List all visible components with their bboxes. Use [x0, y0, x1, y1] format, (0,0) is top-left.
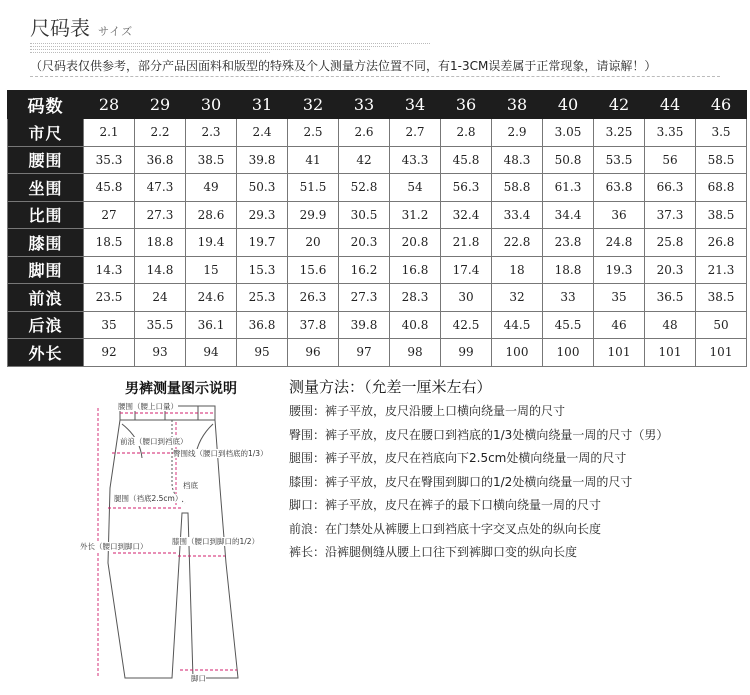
- table-cell: 19.3: [594, 256, 645, 284]
- table-cell: 16.8: [390, 256, 441, 284]
- table-cell: 39.8: [339, 311, 390, 339]
- table-cell: 33.4: [492, 201, 543, 229]
- table-cell: 50: [696, 311, 747, 339]
- table-cell: 37.3: [645, 201, 696, 229]
- table-cell: 25.3: [237, 284, 288, 312]
- table-cell: 63.8: [594, 174, 645, 202]
- table-cell: 56: [645, 146, 696, 174]
- table-cell: 15: [186, 256, 237, 284]
- size-header-cell: 44: [645, 91, 696, 119]
- table-row: [8, 284, 747, 312]
- table-cell: 98: [390, 339, 441, 367]
- header: [30, 12, 133, 42]
- table-cell: 46: [594, 311, 645, 339]
- table-cell: 24: [135, 284, 186, 312]
- table-cell: 44.5: [492, 311, 543, 339]
- table-cell: 2.8: [441, 119, 492, 147]
- table-cell: 16.2: [339, 256, 390, 284]
- size-header-cell: 31: [237, 91, 288, 119]
- table-cell: 29.3: [237, 201, 288, 229]
- method-item-length: 裤长：沿裤腿侧缝从腰上口往下到裤脚口变的纵向长度: [289, 545, 578, 559]
- label-knee: 膝围（腰口到脚口的1/2）: [172, 537, 260, 546]
- table-cell: 28.6: [186, 201, 237, 229]
- row-label: 后浪: [8, 311, 84, 339]
- table-cell: 24.6: [186, 284, 237, 312]
- method-list: [289, 400, 668, 565]
- table-cell: 48: [645, 311, 696, 339]
- method-item-hip: 臀围：裤子平放，皮尺在腰口到裆底的1/3处横向绕量一周的尺寸（男）: [289, 427, 669, 442]
- table-cell: 40.8: [390, 311, 441, 339]
- table-cell: 94: [186, 339, 237, 367]
- table-cell: 20.3: [645, 256, 696, 284]
- table-cell: 2.3: [186, 119, 237, 147]
- table-cell: 42: [339, 146, 390, 174]
- table-cell: 20.8: [390, 229, 441, 257]
- table-cell: 56.3: [441, 174, 492, 202]
- table-cell: 2.7: [390, 119, 441, 147]
- method-title: 测量方法：（允差一厘米左右）: [289, 378, 492, 396]
- table-cell: 53.5: [594, 146, 645, 174]
- size-header-cell: 28: [84, 91, 135, 119]
- table-cell: 24.8: [594, 229, 645, 257]
- table-cell: 95: [237, 339, 288, 367]
- table-cell: 3.35: [645, 119, 696, 147]
- table-cell: 36.1: [186, 311, 237, 339]
- method-item-front-rise: 前浪：在门禁处从裤腰上口到裆底十字交叉点处的纵向长度: [289, 521, 602, 536]
- table-cell: 47.3: [135, 174, 186, 202]
- table-cell: 96: [288, 339, 339, 367]
- table-cell: 51.5: [288, 174, 339, 202]
- disclaimer-note: （尺码表仅供参考，部分产品因面料和版型的特殊及个人测量方法位置不同，有1-3CM误差属于正常现象，请谅解！）: [30, 59, 657, 73]
- table-cell: 22.8: [492, 229, 543, 257]
- table-cell: 100: [543, 339, 594, 367]
- size-header-label: 码数: [8, 91, 84, 119]
- table-cell: 28.3: [390, 284, 441, 312]
- table-cell: 2.4: [237, 119, 288, 147]
- table-row: [8, 146, 747, 174]
- table-cell: 21.8: [441, 229, 492, 257]
- table-cell: 2.1: [84, 119, 135, 147]
- table-cell: 61.3: [543, 174, 594, 202]
- table-cell: 27.3: [135, 201, 186, 229]
- table-cell: 54: [390, 174, 441, 202]
- label-crotch: 档底: [183, 481, 198, 490]
- table-row: [8, 311, 747, 339]
- row-label: 坐围: [8, 174, 84, 202]
- method-item-hem: 脚口：裤子平放，皮尺在裤子的最下口横向绕量一周的尺寸: [289, 498, 602, 512]
- table-cell: 3.05: [543, 119, 594, 147]
- table-cell: 18.8: [543, 256, 594, 284]
- table-cell: 92: [84, 339, 135, 367]
- table-cell: 27: [84, 201, 135, 229]
- table-cell: 25.8: [645, 229, 696, 257]
- table-cell: 42.5: [441, 311, 492, 339]
- size-header-cell: 30: [186, 91, 237, 119]
- table-cell: 17.4: [441, 256, 492, 284]
- table-cell: 35.5: [135, 311, 186, 339]
- size-header-cell: 33: [339, 91, 390, 119]
- label-front-rise: 前浪（腰口到裆底）: [120, 437, 188, 446]
- table-cell: 32: [492, 284, 543, 312]
- table-cell: 15.3: [237, 256, 288, 284]
- label-waist: 腰围（腰上口量）: [118, 402, 178, 411]
- table-cell: 20.3: [339, 229, 390, 257]
- divider: [30, 76, 720, 77]
- table-cell: 31.2: [390, 201, 441, 229]
- method-item-knee: 膝围：裤子平放，皮尺在臀围到脚口的1/2处横向绕量一周的尺寸: [289, 474, 633, 489]
- table-cell: 14.3: [84, 256, 135, 284]
- table-cell: 26.8: [696, 229, 747, 257]
- table-row: [8, 174, 747, 202]
- table-cell: 35: [84, 311, 135, 339]
- size-header-cell: 34: [390, 91, 441, 119]
- table-cell: 52.8: [339, 174, 390, 202]
- table-cell: 100: [492, 339, 543, 367]
- table-cell: 15.6: [288, 256, 339, 284]
- size-header-cell: 36: [441, 91, 492, 119]
- table-row: [8, 339, 747, 367]
- table-cell: 101: [645, 339, 696, 367]
- table-row: [8, 119, 747, 147]
- table-cell: 19.7: [237, 229, 288, 257]
- table-cell: 19.4: [186, 229, 237, 257]
- row-label: 前浪: [8, 284, 84, 312]
- table-cell: 23.5: [84, 284, 135, 312]
- label-hem: 脚口: [191, 674, 206, 683]
- table-cell: 33: [543, 284, 594, 312]
- table-cell: 45.5: [543, 311, 594, 339]
- size-header-cell: 40: [543, 91, 594, 119]
- table-cell: 36.8: [237, 311, 288, 339]
- table-cell: 3.25: [594, 119, 645, 147]
- table-row: [8, 201, 747, 229]
- table-cell: 58.8: [492, 174, 543, 202]
- table-cell: 48.3: [492, 146, 543, 174]
- size-header-cell: 46: [696, 91, 747, 119]
- table-cell: 3.5: [696, 119, 747, 147]
- diagram-title: 男裤测量图示说明: [125, 381, 237, 397]
- page-subtitle: サイズ: [98, 25, 134, 38]
- table-cell: 34.4: [543, 201, 594, 229]
- table-header-row: [8, 91, 747, 119]
- table-cell: 26.3: [288, 284, 339, 312]
- row-label: 腰围: [8, 146, 84, 174]
- size-header-cell: 29: [135, 91, 186, 119]
- table-cell: 45.8: [84, 174, 135, 202]
- table-cell: 97: [339, 339, 390, 367]
- table-cell: 41: [288, 146, 339, 174]
- page-title: 尺码表: [30, 16, 90, 40]
- table-cell: 18.8: [135, 229, 186, 257]
- table-cell: 18: [492, 256, 543, 284]
- table-cell: 39.8: [237, 146, 288, 174]
- row-label: 外长: [8, 339, 84, 367]
- row-label: 市尺: [8, 119, 84, 147]
- table-cell: 66.3: [645, 174, 696, 202]
- table-cell: 49: [186, 174, 237, 202]
- table-cell: 36.5: [645, 284, 696, 312]
- size-header-cell: 38: [492, 91, 543, 119]
- table-cell: 32.4: [441, 201, 492, 229]
- size-header-cell: 32: [288, 91, 339, 119]
- table-cell: 99: [441, 339, 492, 367]
- size-table: [7, 90, 747, 367]
- pants-diagram: [80, 398, 305, 690]
- table-cell: 101: [696, 339, 747, 367]
- table-cell: 2.9: [492, 119, 543, 147]
- table-cell: 23.8: [543, 229, 594, 257]
- label-leg: 腿围（裆底2.5cm）: [114, 494, 183, 503]
- table-cell: 37.8: [288, 311, 339, 339]
- table-cell: 20: [288, 229, 339, 257]
- label-thigh: 臀围线（腰口到档底的1/3）: [173, 449, 268, 458]
- table-cell: 35: [594, 284, 645, 312]
- table-cell: 18.5: [84, 229, 135, 257]
- table-cell: 43.3: [390, 146, 441, 174]
- label-outseam: 外长（腰口到脚口）: [80, 542, 148, 551]
- table-cell: 93: [135, 339, 186, 367]
- table-cell: 50.8: [543, 146, 594, 174]
- decorative-fine-print: [30, 43, 430, 53]
- table-cell: 68.8: [696, 174, 747, 202]
- table-cell: 35.3: [84, 146, 135, 174]
- table-cell: 58.5: [696, 146, 747, 174]
- table-cell: 38.5: [696, 284, 747, 312]
- table-cell: 30: [441, 284, 492, 312]
- table-cell: 29.9: [288, 201, 339, 229]
- table-cell: 14.8: [135, 256, 186, 284]
- table-cell: 101: [594, 339, 645, 367]
- method-item-waist: 腰围：裤子平放，皮尺沿腰上口横向绕量一周的尺寸: [289, 404, 566, 418]
- row-label: 比围: [8, 201, 84, 229]
- table-cell: 2.2: [135, 119, 186, 147]
- table-cell: 38.5: [186, 146, 237, 174]
- table-cell: 21.3: [696, 256, 747, 284]
- table-cell: 30.5: [339, 201, 390, 229]
- row-label: 脚围: [8, 256, 84, 284]
- table-row: [8, 229, 747, 257]
- table-cell: 27.3: [339, 284, 390, 312]
- table-cell: 2.5: [288, 119, 339, 147]
- table-cell: 50.3: [237, 174, 288, 202]
- table-cell: 2.6: [339, 119, 390, 147]
- size-header-cell: 42: [594, 91, 645, 119]
- table-cell: 38.5: [696, 201, 747, 229]
- method-item-thigh: 腿围：裤子平放，皮尺在裆底向下2.5cm处横向绕量一周的尺寸: [289, 451, 627, 465]
- table-cell: 45.8: [441, 146, 492, 174]
- row-label: 膝围: [8, 229, 84, 257]
- table-row: [8, 256, 747, 284]
- table-cell: 36: [594, 201, 645, 229]
- table-cell: 36.8: [135, 146, 186, 174]
